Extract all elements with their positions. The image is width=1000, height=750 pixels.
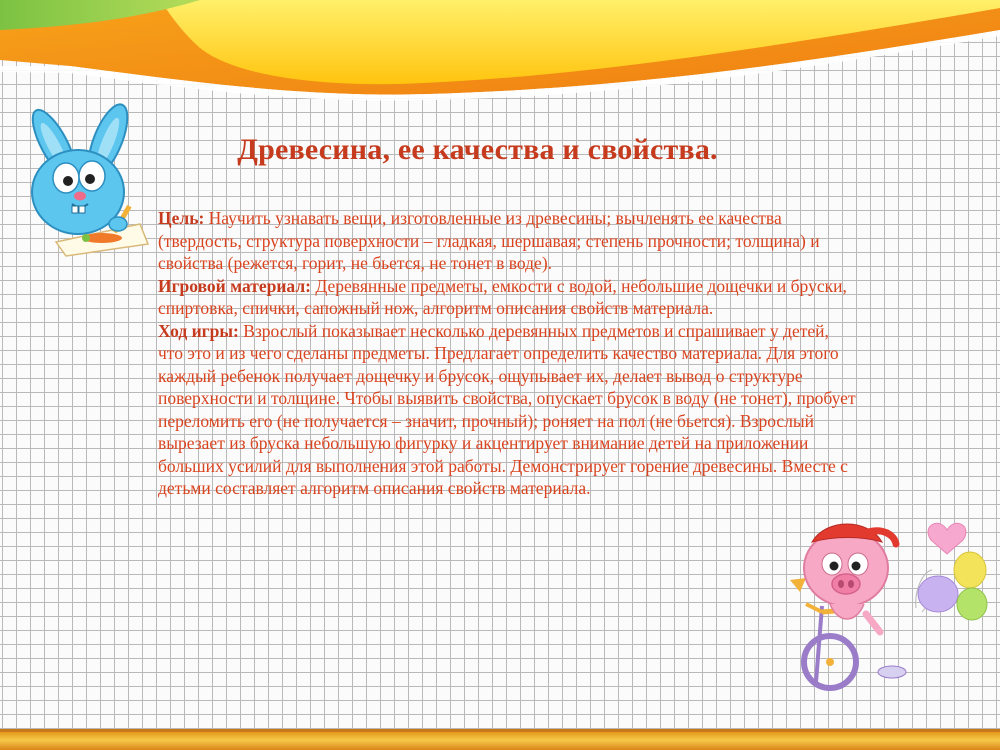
materials-paragraph xyxy=(158,275,858,320)
pig-on-bicycle-illustration xyxy=(782,512,1000,702)
slide-title: Древесина, ее качества и свойства. xyxy=(237,133,718,166)
procedure-label: Ход игры: xyxy=(158,320,239,341)
materials-label: Игровой материал: xyxy=(158,275,311,296)
procedure-text: Взрослый показывает несколько деревянных предметов и спрашивает у детей, что это и из чего сделаны предметы. Предлагает определить качество материала. Для этого каждый ребенок получает дощечку и брусок, ощупывает их, делает вывод о структуре поверхности и толщине. Чтобы выявить свойства, опускает брусок в воду (не тонет), пробует переломить его (не получается – значит, прочный); роняет на пол (не бьется). Взрослый вырезает из бруска небольшую фигурку и акцентирует внимание детей на приложении больших усилий для выполнения этой работы. Демонстрирует горение древесины. Вместе с детьми составляет алгоритм описания свойств материала. xyxy=(158,320,856,498)
rabbit-illustration xyxy=(8,92,166,260)
procedure-paragraph xyxy=(158,320,858,500)
bottom-strip xyxy=(0,732,1000,750)
goal-paragraph xyxy=(158,207,858,275)
slide-body xyxy=(158,207,858,500)
materials-text: Деревянные предметы, емкости с водой, небольшие дощечки и бруски, спиртовка, спички, сапожный нож, алгоритм описания свойств материала. xyxy=(158,275,847,318)
goal-text: Научить узнавать вещи, изготовленные из древесины; вычленять ее качества (твердость, структура поверхности – гладкая, шершавая; степень прочности; толщина) и свойства (режется, горит, не бьется, не тонет в воде). xyxy=(158,208,820,273)
goal-label: Цель: xyxy=(158,208,205,228)
